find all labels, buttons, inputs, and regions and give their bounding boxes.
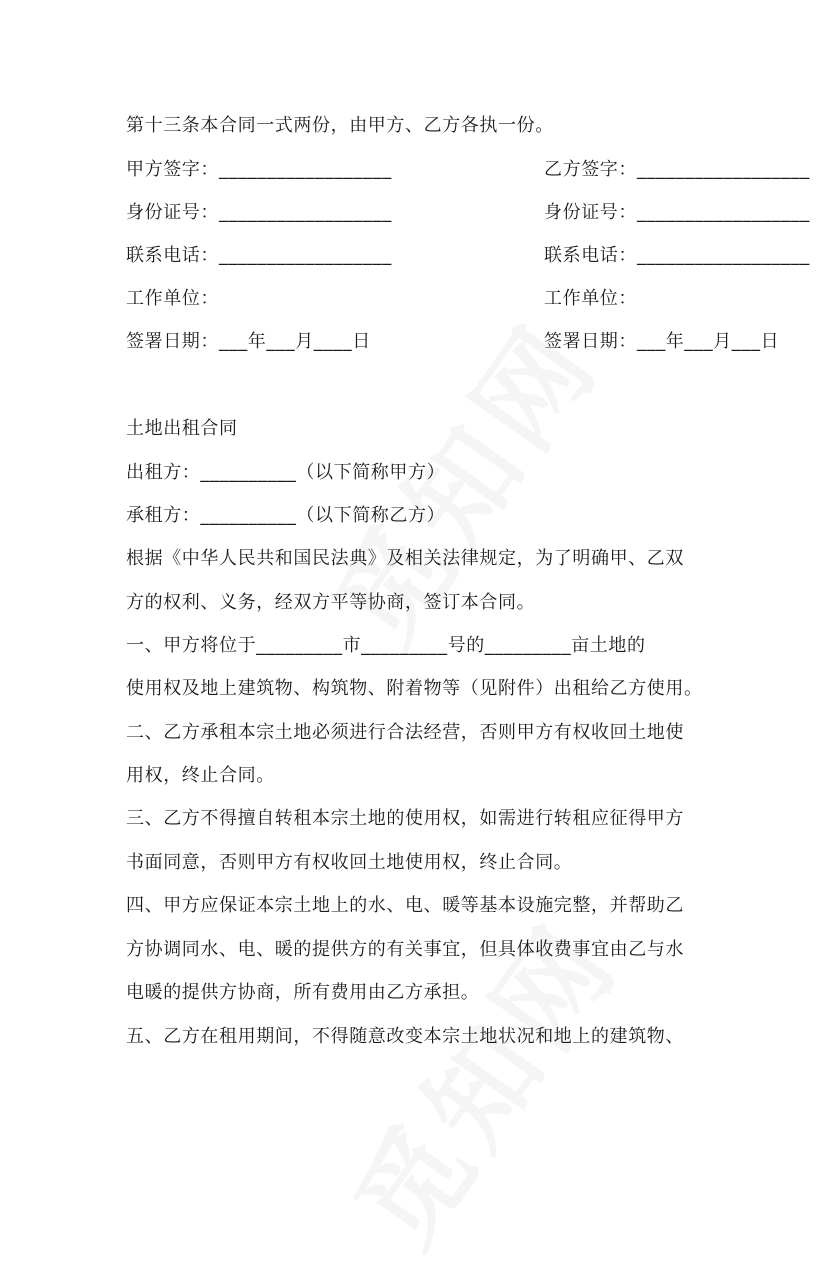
- party-a-date-field: 签署日期：___年___月____日: [126, 331, 371, 352]
- party-a-phone-field: 联系电话：__________________: [126, 245, 392, 266]
- lessee-line: 承租方：__________（以下简称乙方）: [126, 505, 446, 526]
- signature-row: [126, 286, 637, 312]
- party-a-employer-field: 工作单位：: [126, 288, 219, 309]
- clause-5-line: 五、乙方在租用期间，不得随意改变本宗土地状况和地上的建筑物、: [126, 1026, 684, 1047]
- signature-row: [126, 329, 780, 355]
- clause-3-line: 书面同意，否则甲方有权收回土地使用权，终止合同。: [126, 852, 573, 873]
- clause-3-line: 三、乙方不得擅自转租本宗土地的使用权，如需进行转租应征得甲方: [126, 808, 684, 829]
- party-b-phone-field: 联系电话：__________________: [544, 245, 810, 266]
- clause-4-line: 电暖的提供方协商，所有费用由乙方承担。: [126, 982, 480, 1003]
- preamble-line: 根据《中华人民共和国民法典》及相关法律规定，为了明确甲、乙双: [126, 548, 684, 569]
- signature-row: [126, 243, 810, 269]
- lessor-line: 出租方：__________（以下简称甲方）: [126, 462, 446, 483]
- party-b-signature-field: 乙方签字：__________________: [544, 159, 810, 180]
- preamble-line: 方的权利、义务，经双方平等协商，签订本合同。: [126, 592, 536, 613]
- contract-title: 土地出租合同: [126, 418, 238, 439]
- party-b-id-field: 身份证号：__________________: [544, 202, 810, 223]
- clause-1-line: 使用权及地上建筑物、构筑物、附着物等（见附件）出租给乙方使用。: [126, 678, 703, 699]
- party-a-signature-field: 甲方签字：__________________: [126, 159, 392, 180]
- signature-row: [126, 157, 810, 183]
- clause-4-line: 四、甲方应保证本宗土地上的水、电、暖等基本设施完整，并帮助乙: [126, 895, 684, 916]
- party-b-date-field: 签署日期：___年___月___日: [544, 331, 780, 352]
- clause-1-line: 一、甲方将位于_________市_________号的_________亩土地的: [126, 635, 646, 656]
- clause-2-line: 二、乙方承租本宗土地必须进行合法经营，否则甲方有权收回土地使: [126, 722, 684, 743]
- clause-13: 第十三条本合同一式两份，由甲方、乙方各执一份。: [126, 115, 554, 136]
- party-b-employer-field: 工作单位：: [544, 288, 637, 309]
- clause-4-line: 方协调同水、电、暖的提供方的有关事宜，但具体收费事宜由乙与水: [126, 939, 684, 960]
- signature-row: [126, 200, 810, 226]
- clause-2-line: 用权，终止合同。: [126, 765, 275, 786]
- party-a-id-field: 身份证号：__________________: [126, 202, 392, 223]
